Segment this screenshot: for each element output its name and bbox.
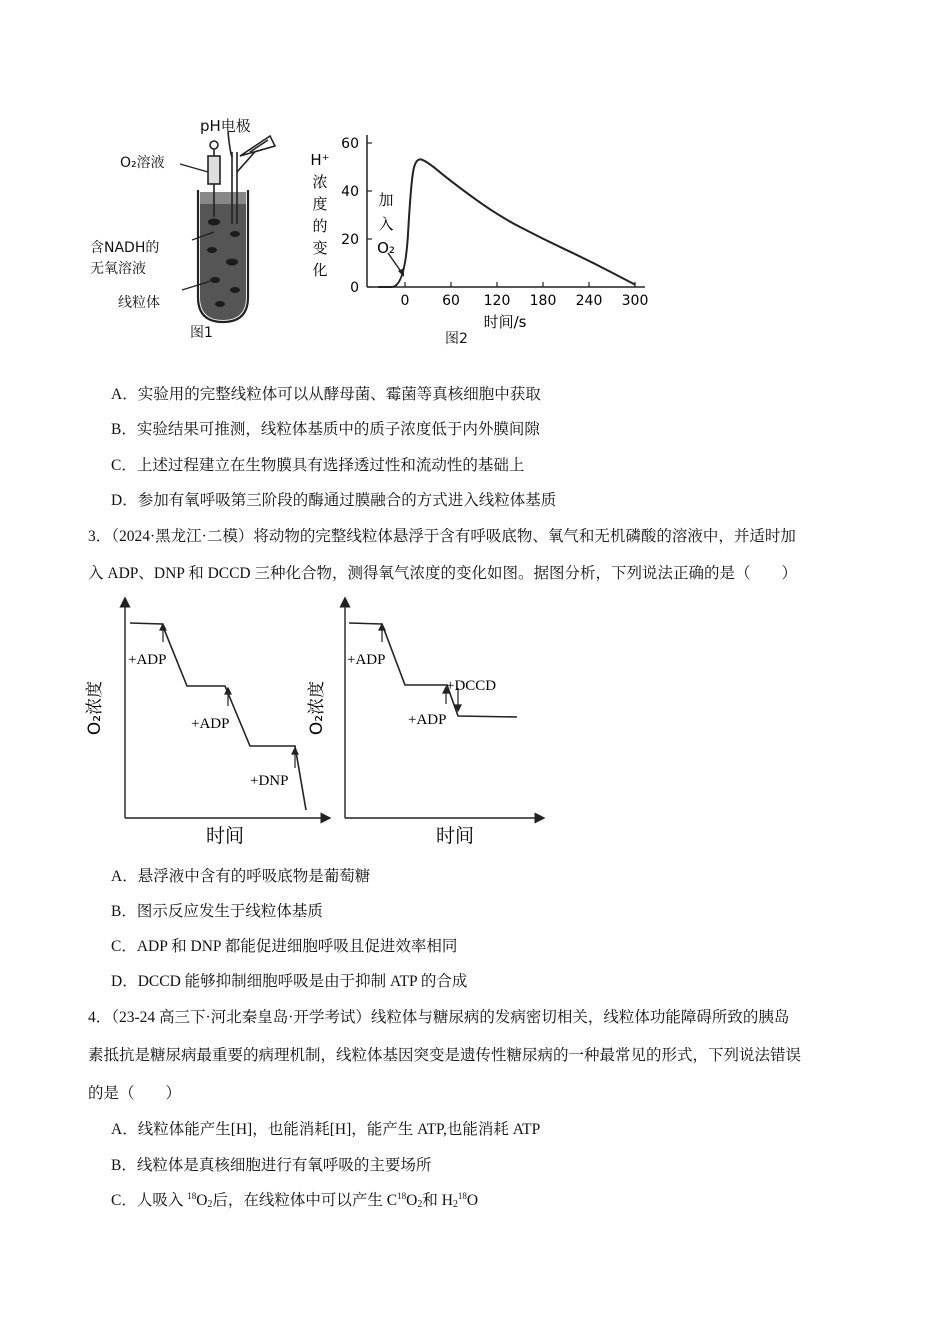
subscript-2: 2 — [452, 1199, 458, 1210]
q2-option-d: D．参加有氧呼吸第三阶段的酶通过膜融合的方式进入线粒体基质 — [111, 492, 557, 509]
q2-option-b: B．实验结果可推测，线粒体基质中的质子浓度低于内外膜间隙 — [111, 421, 540, 438]
nadh-label-line1: 含NADH的 — [90, 240, 160, 256]
y-axis-label: O₂浓度 — [307, 680, 327, 736]
isotope-18: 18 — [187, 1191, 197, 1201]
h-concentration-curve — [378, 159, 635, 287]
subscript-2: 2 — [207, 1199, 213, 1210]
q4c-o2: O — [406, 1192, 418, 1209]
q2-option-a: A．实验用的完整线粒体可以从酵母菌、霉菌等真核细胞中获取 — [111, 386, 541, 403]
q3-option-c: C．ADP 和 DNP 都能促进细胞呼吸且促进效率相同 — [111, 938, 458, 955]
label-adp-2: +ADP — [408, 712, 447, 728]
q3-option-d: D．DCCD 能够抑制细胞呼吸是由于抑制 ATP 的合成 — [111, 973, 468, 990]
q4-stem-line1: 4．（23-24 高三下·河北秦皇岛·开学考试）线粒体与糖尿病的发病密切相关，线粒体功能障碍所致的胰岛 — [88, 1009, 790, 1026]
q4c-o: O — [196, 1192, 208, 1209]
q4-stem-line2: 素抵抗是糖尿病最重要的病理机制，线粒体基因突变是遗传性糖尿病的一种最常见的形式，下列说法错误 — [88, 1047, 802, 1064]
x-axis-label: 时间/s — [483, 313, 527, 331]
q2-option-c: C．上述过程建立在生物膜具有选择透过性和流动性的基础上 — [111, 457, 525, 474]
label-adp-2: +ADP — [191, 716, 230, 732]
annotation-add-o2: 加 — [378, 191, 394, 209]
o2-curve — [349, 623, 517, 717]
y-axis-label-char: 度 — [312, 195, 328, 213]
o2-solution-label: O₂溶液 — [120, 155, 165, 171]
mito-label: 线粒体 — [118, 295, 160, 311]
figure-2-chart — [300, 125, 670, 350]
q3-chart-left — [85, 598, 340, 850]
label-dnp: +DNP — [250, 773, 289, 789]
y-tick-label: 60 — [341, 136, 359, 152]
label-adp-1: +ADP — [347, 652, 386, 668]
subscript-2: 2 — [417, 1199, 423, 1210]
y-axis-label-char: 的 — [312, 217, 328, 235]
y-tick-label: 20 — [341, 232, 359, 248]
annotation-add-o2: 入 — [378, 215, 394, 233]
nadh-label-line2: 无氧溶液 — [90, 261, 146, 277]
y-tick-label: 40 — [341, 184, 359, 200]
q4c-text-end: O — [466, 1192, 479, 1209]
ph-meter — [240, 136, 275, 156]
label-dccd: +DCCD — [446, 678, 497, 694]
q4-option-c — [111, 1188, 478, 1210]
q4c-text-and: 和 H — [422, 1192, 453, 1209]
x-tick-label: 120 — [483, 293, 511, 309]
annotation-arrow — [388, 253, 402, 273]
x-axis-label: 时间 — [205, 825, 245, 847]
q3-option-b: B．图示反应发生于线粒体基质 — [111, 903, 323, 920]
y-axis-label-char: 浓 — [312, 173, 328, 191]
figure-1-apparatus — [80, 112, 290, 347]
x-tick-label: 240 — [575, 293, 603, 309]
y-axis-label-char: 化 — [312, 261, 328, 279]
x-tick-label: 300 — [621, 293, 649, 309]
x-axis-label: 时间 — [435, 825, 475, 847]
q3-stem-line2: 入 ADP、DNP 和 DCCD 三种化合物，测得氧气浓度的变化如图。据图分析，下列说法正确的是（ ） — [88, 565, 798, 582]
label-adp-1: +ADP — [128, 652, 167, 668]
ph-electrode-label: pH电极 — [200, 117, 251, 135]
q3-option-a: A．悬浮液中含有的呼吸底物是葡萄糖 — [111, 868, 371, 885]
q3-chart-right — [307, 598, 552, 850]
figure-2-caption: 图2 — [445, 331, 468, 347]
figure-1-caption: 图1 — [190, 325, 213, 341]
x-tick-label: 180 — [529, 293, 557, 309]
q4c-text-mid: 后，在线粒体中可以产生 C — [212, 1192, 398, 1209]
x-tick-label: 60 — [442, 293, 460, 309]
y-axis-label-char: 变 — [312, 239, 328, 257]
y-tick-label: 0 — [350, 280, 359, 296]
x-tick-label: 0 — [400, 293, 410, 309]
q4-option-a: A．线粒体能产生[H]，也能消耗[H]，能产生 ATP,也能消耗 ATP — [111, 1121, 541, 1138]
q3-stem-line1: 3．（2024·黑龙江·二模）将动物的完整线粒体悬浮于含有呼吸底物、氧气和无机磷酸的溶液中，并适时加 — [88, 528, 796, 545]
q4-stem-line3: 的是（ ） — [88, 1085, 182, 1102]
q4c-text: C．人吸入 — [111, 1192, 188, 1209]
isotope-18: 18 — [457, 1191, 467, 1201]
isotope-18: 18 — [397, 1191, 407, 1201]
y-axis-label: O₂浓度 — [85, 680, 105, 736]
y-axis-label-char: H⁺ — [310, 151, 330, 169]
liquid-surface — [200, 192, 246, 204]
q4-option-b: B．线粒体是真核细胞进行有氧呼吸的主要场所 — [111, 1157, 432, 1174]
annotation-add-o2: O₂ — [377, 239, 395, 257]
